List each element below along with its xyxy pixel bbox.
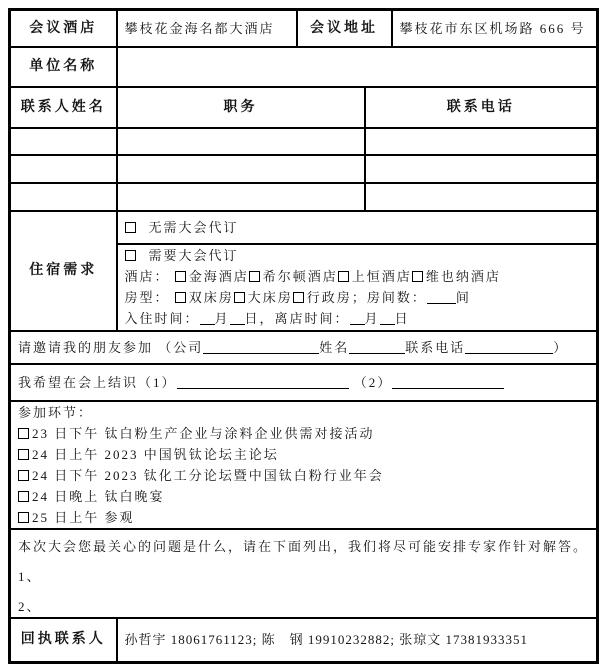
room-option-label: 大床房 <box>247 290 293 305</box>
checkbox-icon[interactable] <box>293 292 304 303</box>
hotel-option-label: 上恒酒店 <box>351 269 412 284</box>
month-label: 月 <box>214 311 230 326</box>
invite-phone-label: 联系电话 <box>405 339 466 355</box>
event-label: 24 日上午 2023 中国钒钛论坛主论坛 <box>32 446 279 462</box>
table-row <box>10 364 598 401</box>
event-label: 25 日上午 参观 <box>32 509 135 525</box>
checkbox-icon[interactable] <box>338 271 349 282</box>
contact-name-header: 联系人姓名 <box>10 87 117 128</box>
no-need-label: 无需大会代订 <box>148 219 239 235</box>
hotel-prefix: 酒店： <box>124 269 170 284</box>
contact-name-cell-1[interactable] <box>10 128 117 155</box>
question-cell <box>10 529 598 618</box>
table-row <box>10 529 598 618</box>
meeting-hotel-value: 攀枝花金海名都大酒店 <box>117 10 297 47</box>
room-option[interactable] <box>293 290 352 305</box>
event-option[interactable] <box>18 465 589 486</box>
job-title-cell-1[interactable] <box>117 128 365 155</box>
accommodation-need-block <box>117 244 598 331</box>
invite-friends-row <box>10 331 598 364</box>
checkbox-icon[interactable] <box>412 271 423 282</box>
contact-name-cell-3[interactable] <box>10 183 117 211</box>
blank-line[interactable] <box>200 312 215 325</box>
event-option[interactable] <box>18 444 589 465</box>
hotel-option-label: 希尔顿酒店 <box>262 269 338 284</box>
blank-line[interactable] <box>465 341 553 354</box>
meet-row <box>10 364 598 401</box>
day-label: 日 <box>394 311 410 326</box>
company-name-label: 单位名称 <box>10 47 117 87</box>
table-row <box>10 183 598 211</box>
blank-line[interactable] <box>350 312 365 325</box>
room-option[interactable] <box>234 290 293 305</box>
blank-line[interactable] <box>203 341 319 354</box>
checkout-label: 日，离店时间： <box>244 311 350 326</box>
phone-cell-1[interactable] <box>365 128 598 155</box>
hotel-option-label: 维也纳酒店 <box>425 269 501 284</box>
events-cell <box>10 401 598 529</box>
invite-suffix: ） <box>553 339 569 355</box>
table-row <box>10 401 598 529</box>
reply-contact-value: 孙哲宇 18061761123; 陈 钢 19910232882; 张琼文 17381933351 <box>117 618 598 663</box>
phone-cell-2[interactable] <box>365 155 598 183</box>
meeting-address-value: 攀枝花市东区机场路 666 号 <box>392 10 598 47</box>
job-title-cell-3[interactable] <box>117 183 365 211</box>
checkbox-icon[interactable] <box>18 491 29 502</box>
checkbox-icon[interactable] <box>125 222 136 233</box>
meeting-address-label: 会议地址 <box>297 10 392 47</box>
checkbox-icon[interactable] <box>18 449 29 460</box>
hotel-option[interactable] <box>412 269 501 284</box>
question-item-2[interactable]: 2、 <box>18 598 42 614</box>
table-row <box>10 211 598 244</box>
room-options-line <box>125 287 590 308</box>
room-count-unit: 间 <box>455 290 471 305</box>
reply-contact-label: 回执联系人 <box>10 618 117 663</box>
contact-name-cell-2[interactable] <box>10 155 117 183</box>
event-label: 23 日下午 钛白粉生产企业与涂料企业供需对接活动 <box>32 425 375 441</box>
checkbox-icon[interactable] <box>249 271 260 282</box>
room-count-label: ；房间数： <box>351 290 427 305</box>
blank-line[interactable] <box>392 376 504 389</box>
month-label: 月 <box>364 311 380 326</box>
invite-name-label: 姓名 <box>319 339 350 355</box>
checkbox-icon[interactable] <box>234 292 245 303</box>
checkbox-icon[interactable] <box>18 512 29 523</box>
event-option[interactable] <box>18 486 589 507</box>
events-title: 参加环节： <box>18 404 94 420</box>
meeting-hotel-label: 会议酒店 <box>10 10 117 47</box>
company-name-input-cell[interactable] <box>117 47 598 87</box>
room-option[interactable] <box>175 290 234 305</box>
room-option-label: 双床房 <box>188 290 234 305</box>
checkin-label: 入住时间： <box>124 311 200 326</box>
invite-prefix: 请邀请我的朋友参加 （公司 <box>18 339 204 355</box>
question-item-1[interactable]: 1、 <box>18 568 42 584</box>
job-title-cell-2[interactable] <box>117 155 365 183</box>
table-row <box>10 128 598 155</box>
blank-line[interactable] <box>230 312 245 325</box>
checkbox-icon[interactable] <box>18 470 29 481</box>
blank-line[interactable] <box>349 341 405 354</box>
need-label: 需要大会代订 <box>148 248 239 263</box>
stay-time-line <box>125 308 590 329</box>
hotel-options-line <box>125 266 590 287</box>
blank-line[interactable] <box>380 312 395 325</box>
hotel-option[interactable] <box>249 269 338 284</box>
meet-prefix: 我希望在会上结识（1） <box>18 374 177 390</box>
form-table <box>8 8 599 664</box>
table-row <box>10 331 598 364</box>
table-row <box>10 10 598 47</box>
table-row <box>10 47 598 87</box>
accommodation-no-need-option[interactable] <box>117 211 598 244</box>
event-label: 24 日下午 2023 钛化工分论坛暨中国钛白粉行业年会 <box>32 467 384 483</box>
checkbox-icon[interactable] <box>18 428 29 439</box>
checkbox-icon[interactable] <box>125 250 136 261</box>
phone-header: 联系电话 <box>365 87 598 128</box>
blank-line[interactable] <box>427 291 456 304</box>
accommodation-need-option[interactable] <box>125 245 590 266</box>
hotel-option[interactable] <box>338 269 412 284</box>
room-option-label: 行政房 <box>306 290 352 305</box>
meet-second-label: （2） <box>353 374 393 390</box>
event-option[interactable] <box>18 423 589 444</box>
phone-cell-3[interactable] <box>365 183 598 211</box>
hotel-option[interactable] <box>175 269 249 284</box>
room-prefix: 房型： <box>124 290 170 305</box>
job-title-header: 职务 <box>117 87 365 128</box>
event-option[interactable] <box>18 507 589 528</box>
hotel-option-label: 金海酒店 <box>188 269 249 284</box>
checkbox-icon[interactable] <box>175 271 186 282</box>
checkbox-icon[interactable] <box>175 292 186 303</box>
question-text: 本次大会您最关心的问题是什么，请在下面列出，我们将尽可能安排专家作针对解答。 <box>18 538 589 554</box>
event-label: 24 日晚上 钛白晚宴 <box>32 488 165 504</box>
table-row <box>10 155 598 183</box>
blank-line[interactable] <box>177 376 349 389</box>
accommodation-label: 住宿需求 <box>10 211 117 331</box>
table-row <box>10 87 598 128</box>
table-row <box>10 618 598 663</box>
